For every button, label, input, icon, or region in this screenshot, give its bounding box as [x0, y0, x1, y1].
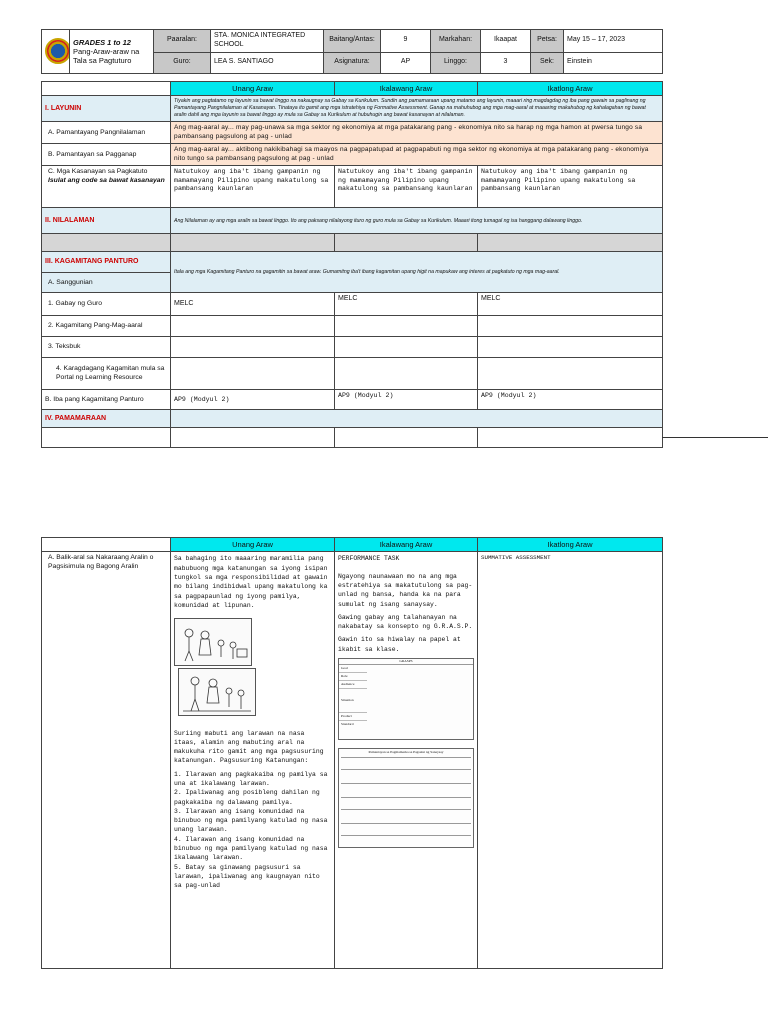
p2-day2-header: Ikalawang Araw — [335, 538, 478, 552]
form-title-line1: GRADES 1 to 12 — [73, 37, 131, 47]
balik-aral-day3 — [478, 552, 663, 969]
day2-paragraph-2: Gawing gabay ang talahanayan na nakabatay sa konsepto ng G.R.A.S.P. — [338, 613, 473, 631]
kasanayan-day2: Natutukoy ang iba't ibang gampanin ng mamamayang Pilipino upang makatulong sa pambansang kaunlaran — [335, 166, 478, 208]
karagdagang-label — [42, 358, 171, 390]
nilalaman-blank-d1 — [171, 234, 335, 252]
nilalaman-blank-d3 — [478, 234, 663, 252]
baitang-label: Baitang/Antas: — [324, 30, 381, 53]
grasp-row-standard: Standard — [341, 722, 354, 727]
markahan-value: Ikaapat — [481, 30, 531, 53]
teksbuk-d1 — [171, 337, 335, 358]
nilalaman-blank-label — [42, 234, 171, 252]
paaralan-value: STA. MONICA INTEGRATED SCHOOL — [211, 30, 324, 53]
pamantayan-pagganap-label: B. Pamantayan sa Pagganap — [42, 144, 171, 166]
day1-body: Suriing mabuti ang larawan na nasa itaas, alamin ang mabuting aral na makukuha rito gamit ang mga pagsusuring katanungan. Pagsusuring Katanungan: — [174, 729, 324, 765]
iba-pa-label: B. Iba pang Kagamitang Panturo — [42, 390, 171, 410]
gabay-guro-d2: MELC — [335, 293, 478, 316]
day2-header: Ikalawang Araw — [335, 82, 478, 96]
stray-line — [662, 437, 768, 438]
teksbuk-label: 3. Teksbuk — [42, 337, 171, 358]
balik-aral-day2 — [335, 552, 478, 969]
kasanayan-day1: Natutukoy ang iba't ibang gampanin ng mamamayang Pilipino upang makatulong sa pambansang kaunlaran — [171, 166, 335, 208]
pamantayan-nilalaman-label: A. Pamantayang Pangnilalaman — [42, 122, 171, 144]
family-image-2 — [178, 668, 256, 716]
linggo-label: Linggo: — [431, 52, 481, 73]
kasanayan-label-line1: C. Mga Kasanayan sa Pagkatuto — [48, 168, 148, 176]
kasanayan-label — [42, 166, 171, 208]
day2-paragraph-3: Gawin ito sa hiwalay na papel at ikabit sa klase. — [338, 636, 461, 653]
gabay-guro-label: 1. Gabay ng Guro — [42, 293, 171, 316]
karagdagang-d2 — [335, 358, 478, 390]
day1-intro: Sa bahaging ito maaaring maramilia pang mabubuong mga katanungan sa iyong isipan tungkol sa mga responsibilidad at gawain mo bilang indibidwal upang makatulong ka sa pagpapaunlad ng iyong pamilya, komunidad at lipunan. — [174, 555, 328, 609]
kasanayan-day3: Natutukoy ang iba't ibang gampanin ng mamamayang Pilipino upang makatulong sa pambansang kaunlaran — [478, 166, 663, 208]
empty-corner — [42, 82, 171, 96]
petsa-value: May 15 – 17, 2023 — [564, 30, 663, 53]
grasp-table-image — [338, 658, 474, 740]
pamamaraan-text — [171, 410, 663, 428]
kagamitan-magaaral-d3 — [478, 316, 663, 337]
day1-item-5: 5. Batay sa ginawang pagsusuri sa larawan, ipaliwanag ang kaugnayan nito sa pag-unlad — [174, 863, 320, 890]
iba-pa-d2: AP9 (Modyul 2) — [335, 390, 478, 410]
p2-empty-corner — [42, 538, 171, 552]
kasanayan-label-line2: Isulat ang code sa bawat kasanayan — [48, 176, 165, 184]
header-table — [41, 29, 663, 74]
gabay-guro-d1: MELC — [171, 293, 335, 316]
grasp-row-product: Product — [339, 713, 367, 721]
family-drawing-1-icon — [175, 619, 251, 665]
guro-label: Guro: — [154, 52, 211, 73]
form-title-line2: Pang-Araw-araw na — [73, 46, 140, 56]
day1-header: Unang Araw — [171, 82, 335, 96]
asignatura-label: Asignatura: — [324, 52, 381, 73]
deped-seal-icon — [45, 38, 70, 64]
nilalaman-blank-d2 — [335, 234, 478, 252]
pamamaraan-label: IV. PAMAMARAAN — [42, 410, 171, 428]
grasp-title: GRASPS — [339, 659, 473, 665]
day1-item-4: 4. Ilarawan ang isang komunidad na binubuo ng mga pamilyang katulad ng nasa ikalawang larawan. — [174, 835, 328, 862]
form-title-line3: Tala sa Pagtuturo — [73, 55, 132, 65]
nilalaman-text: Ang Nilalaman ay ang mga aralin sa bawat linggo. Ito ang paksang nilalayong ituro ng guro mula sa Gabay sa Kurikulum. Maaari itong tumagal ng isa hanggang dalawang linggo. — [171, 208, 663, 234]
balik-aral-label: A. Balik-aral sa Nakaraang Aralin o Pagsisimula ng Bagong Aralin — [42, 552, 171, 969]
petsa-label: Petsa: — [531, 30, 564, 53]
iba-pa-d3: AP9 (Modyul 2) — [478, 390, 663, 410]
grasp-row-role: Role — [339, 673, 367, 681]
karagdagang-d1 — [171, 358, 335, 390]
sanggunian-label: A. Sanggunian — [42, 273, 171, 293]
layunin-label: I. LAYUNIN — [42, 96, 171, 122]
balik-aral-day1 — [171, 552, 335, 969]
dll-table-page1 — [41, 81, 663, 448]
family-drawing-2-icon — [179, 669, 255, 715]
day2-title: PERFORMANCE TASK — [338, 555, 400, 563]
day1-item-2: 2. Ipaliwanag ang posibleng dahilan ng pagkakaiba ng dalawang pamilya. — [174, 789, 320, 806]
guro-value: LEA S. SANTIAGO — [211, 52, 324, 73]
pamamaraan-blank-label — [42, 428, 171, 448]
iba-pa-d1: AP9 (Modyul 2) — [171, 390, 335, 410]
rubric-table-image — [338, 748, 474, 848]
form-title — [70, 30, 154, 74]
linggo-value: 3 — [481, 52, 531, 73]
pamamaraan-blank-d2 — [335, 428, 478, 448]
kagamitan-label: III. KAGAMITANG PANTURO — [42, 252, 171, 273]
kagamitan-magaaral-label: 2. Kagamitang Pang-Mag-aaral — [42, 316, 171, 337]
grasp-row-situation: Situation — [339, 689, 367, 713]
family-image-1 — [174, 618, 252, 666]
grasp-row-goal: Goal — [339, 665, 367, 673]
teksbuk-d2 — [335, 337, 478, 358]
pamamaraan-blank-d1 — [171, 428, 335, 448]
kagamitan-magaaral-d1 — [171, 316, 335, 337]
p2-day3-header: Ikatlong Araw — [478, 538, 663, 552]
day2-paragraph-1: Ngayong naunawaan mo na ang mga estratehiya sa makatutulong sa pag-unlad ng bansa, handa ka na para sumulat ng isang sanaysay. — [338, 572, 473, 608]
pamantayan-nilalaman-text: Ang mag-aaral ay... may pag-unawa sa mga sektor ng ekonomiya at mga patakarang pang - ekonomiya nito sa harap ng mga hamon at pwersa tungo sa pambansang pagsulong at pag - unlad — [171, 122, 663, 144]
p2-day1-header: Unang Araw — [171, 538, 335, 552]
day3-header: Ikatlong Araw — [478, 82, 663, 96]
paaralan-label: Paaralan: — [154, 30, 211, 53]
rubric-title: Pamantayan sa Pagmamarka sa Pagsulat ng Sanaysay — [368, 749, 444, 754]
layunin-text: Tiyakin ang pagtatamo ng layunin sa bawat linggo na nakaugnay sa Gabay sa Kurikulum. Sundin ang pamamaraan upang matamo ang layunin, maaari ring magdagdag ng iba pang gawain sa paglinang ng Pamantayang Pangnilalaman at Kasanayan. Tinataya ito gamit ang mga istratehiya ng Formative Assessment. Ganap na mahuhubog ang mga mag-aaral at maaaring makahubog ng kahalagahan ng bawat aralin dahil ang mga layunin sa bawat linggo ay mula sa Gabay sa Kurikulum at hubuhugin ang bawat kasanayan at nilalaman. — [171, 96, 663, 122]
teksbuk-d3 — [478, 337, 663, 358]
asignatura-value: AP — [381, 52, 431, 73]
gabay-guro-d3: MELC — [478, 293, 663, 316]
day1-item-1: 1. Ilarawan ang pagkakaiba ng pamilya sa una at ikalawang larawan. — [174, 770, 328, 788]
nilalaman-label: II. NILALAMAN — [42, 208, 171, 234]
sek-label: Sek: — [531, 52, 564, 73]
kagamitan-text: Itala ang mga Kagamitang Panturo na gagamitin sa bawat araw. Gumamitng iba't ibang kagamitan upang higit na mapukaw ang interes at pagkatuto ng mga mag-aaral. — [171, 252, 663, 293]
markahan-label: Markahan: — [431, 30, 481, 53]
grasp-row-audience: Audience — [339, 681, 367, 689]
sek-value: Einstein — [564, 52, 663, 73]
karagdagang-label-line1: 4. Karagdagang Kagamitan mula sa — [56, 365, 165, 373]
karagdagang-d3 — [478, 358, 663, 390]
karagdagang-label-line2: Portal ng Learning Resource — [56, 373, 143, 381]
day1-item-3: 3. Ilarawan ang isang komunidad na binubuo ng mga pamilyang katulad ng nasa unang larawan. — [174, 807, 328, 834]
pamantayan-pagganap-text: Ang mag-aaral ay... aktibong nakikibahagi sa maayos na pagpapatupad at pagpapabuti ng mga sektor ng ekonomiya at mga patakarang pang - ekonomiya nito tungo sa pambansang pagsulong at pag - unlad — [171, 144, 663, 166]
family-images — [174, 618, 331, 719]
kagamitan-magaaral-d2 — [335, 316, 478, 337]
dll-table-page2 — [41, 537, 663, 969]
school-logo-cell — [42, 30, 70, 74]
baitang-value: 9 — [381, 30, 431, 53]
pamamaraan-blank-d3 — [478, 428, 663, 448]
day3-title: SUMMATIVE ASSESSMENT — [481, 554, 551, 562]
